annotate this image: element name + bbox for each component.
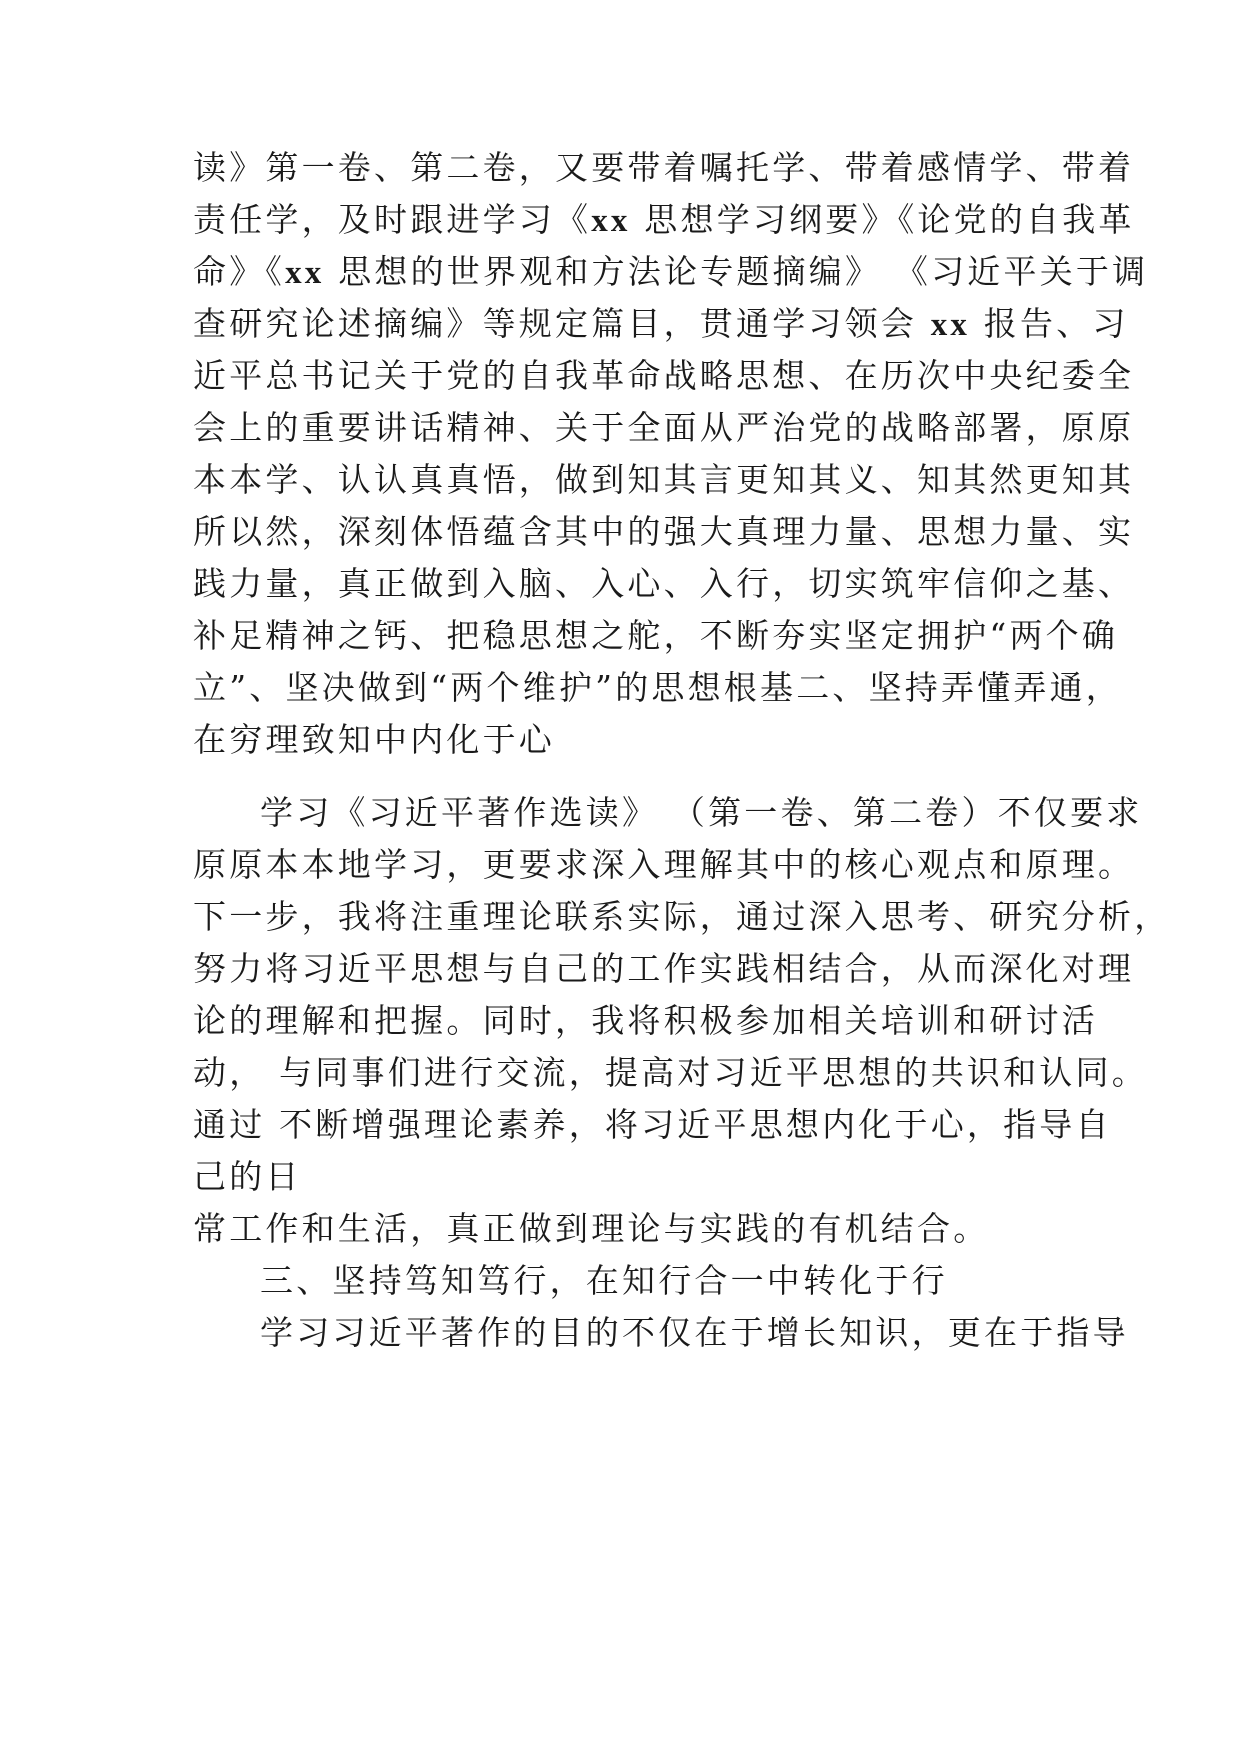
text-line: 学习《习近平著作选读》 （第一卷、第二卷）不仅要求: [260, 793, 1143, 832]
text-line: 立”、坚决做到“两个维护”的思想根基二、坚持弄懂弄通，: [193, 668, 1123, 707]
section-heading: 三、坚持笃知笃行，在知行合一中转化于行: [260, 1261, 948, 1300]
text-line: 查研究论述摘编》等规定篇目，贯通学习领会 xx 报告、习: [193, 304, 1129, 343]
text-line: 所以然，深刻体悟蕴含其中的强大真理力量、思想力量、实: [193, 512, 1135, 551]
text-line: 原原本本地学习，更要求深入理解其中的核心观点和原理。: [193, 845, 1135, 884]
text-line: 在穷理致知中内化于心: [193, 720, 555, 759]
text-line: 下一步，我将注重理论联系实际，通过深入思考、研究分析，: [193, 897, 1171, 936]
text-line: 常工作和生活，真正做到理论与实践的有机结合。: [193, 1209, 990, 1248]
text-line: 责任学，及时跟进学习《xx 思想学习纲要》《论党的自我革: [193, 200, 1135, 239]
text-line: 补足精神之钙、把稳思想之舵，不断夯实坚定拥护“两个确: [193, 616, 1119, 655]
text-line: 践力量，真正做到入脑、入心、入行，切实筑牢信仰之基、: [193, 564, 1135, 603]
text-line: 动， 与同事们进行交流，提高对习近平思想的共识和认同。: [193, 1053, 1148, 1092]
text-line: 本本学、认认真真悟，做到知其言更知其义、知其然更知其: [193, 460, 1135, 499]
text-line: 努力将习近平思想与自己的工作实践相结合，从而深化对理: [193, 949, 1135, 988]
text-line: 会上的重要讲话精神、关于全面从严治党的战略部署，原原: [193, 408, 1135, 447]
text-line: 近平总书记关于党的自我革命战略思想、在历次中央纪委全: [193, 356, 1135, 395]
text-line: 己的日: [193, 1157, 302, 1196]
text-line: 命》《xx 思想的世界观和方法论专题摘编》 《习近平关于调: [193, 252, 1149, 291]
text-line: 读》第一卷、第二卷，又要带着嘱托学、带着感情学、带着: [193, 148, 1135, 187]
text-line: 通过 不断增强理论素养，将习近平思想内化于心，指导自: [193, 1105, 1112, 1144]
text-line: 学习习近平著作的目的不仅在于增长知识，更在于指导: [260, 1313, 1129, 1352]
text-line: 论的理解和把握。同时，我将积极参加相关培训和研讨活: [193, 1001, 1098, 1040]
